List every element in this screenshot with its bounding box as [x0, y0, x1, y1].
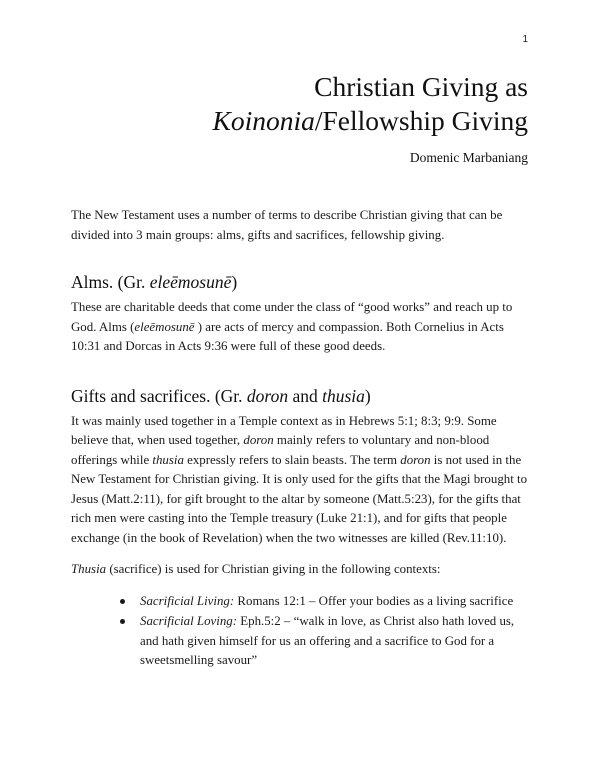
document-body: [71, 206, 533, 672]
bullet-icon: [120, 599, 125, 604]
gifts-term-thusia: thusia: [152, 452, 184, 467]
bullet-icon: [120, 619, 125, 624]
alms-heading-term: eleēmosunē: [149, 272, 232, 292]
alms-heading-suffix: ): [231, 272, 238, 292]
gifts-heading: [71, 385, 533, 407]
gifts-text-1: It was mainly used together in a Temple context as in Hebrews 5:1; 8:3; 9:9. Some believe that, when used together,: [71, 413, 497, 447]
title-line-2-rest: /Fellowship Giving: [314, 105, 528, 136]
alms-paragraph: [71, 298, 533, 357]
alms-heading: [71, 271, 533, 293]
intro-paragraph: The New Testament uses a number of terms to describe Christian giving that can be divided into 3 main groups: alms, gifts and sacrifices, fellowship giving.: [71, 208, 503, 242]
title-term-koinonia: Koinonia: [212, 105, 315, 136]
list-item-text: Romans 12:1 – Offer your bodies as a living sacrifice: [234, 593, 514, 608]
gifts-term-doron-2: doron: [400, 452, 431, 467]
alms-term: eleēmosunē: [134, 319, 195, 334]
alms-text-1: These are charitable deeds that come under the class of “good works” and reach up to God. Alms (: [71, 300, 513, 334]
thusia-intro-paragraph: [71, 560, 533, 580]
list-item-label: Sacrificial Living:: [140, 593, 235, 608]
gifts-heading-prefix: Gifts and sacrifices. (Gr.: [71, 385, 247, 406]
document-title: [212, 70, 528, 138]
page-number: 1: [522, 34, 528, 45]
gifts-text-3: expressly refers to slain beasts. The term: [183, 452, 401, 467]
thusia-term: Thusia: [71, 562, 107, 576]
list-item: [71, 612, 533, 671]
gifts-heading-and: and: [288, 385, 323, 406]
gifts-heading-term-doron: doron: [246, 385, 289, 406]
list-item-label: Sacrificial Loving:: [140, 614, 238, 628]
gifts-text-2: mainly refers to voluntary and non-blood offerings while: [71, 433, 490, 467]
alms-heading-prefix: Alms. (Gr.: [71, 272, 150, 292]
author-name: Domenic Marbaniang: [409, 150, 528, 165]
title-line-2: [212, 104, 528, 138]
gifts-heading-term-thusia: thusia: [322, 385, 365, 406]
title-line-1: Christian Giving as: [314, 71, 528, 102]
gifts-text-4: is not used in the New Testament for Christian giving. It is only used for the gifts that the Magi brought to Jesus (Matt.2:11), for gift brought to the altar by someone (Matt.5:23), for the gifts that rich men were casting into the Temple treasury (Luke 21:1), and for gifts that people exchange (in the book of Revelation) when the two witnesses are killed (Rev.11:10).: [71, 452, 528, 545]
gifts-heading-suffix: ): [364, 385, 371, 406]
thusia-contexts-list: [71, 592, 533, 671]
gifts-term-doron-1: doron: [243, 433, 274, 447]
gifts-paragraph: [71, 412, 533, 549]
alms-text-2: ) are acts of mercy and compassion. Both Cornelius in Acts 10:31 and Dorcas in Acts 9:36 were full of these good deeds.: [71, 319, 504, 353]
list-item-text: Eph.5:2 – “walk in love, as Christ also hath loved us, and hath given himself for us an offering and a sacrifice to God for a sweetsmelling savour”: [140, 614, 515, 667]
thusia-intro-text: (sacrifice) is used for Christian giving in the following contexts:: [106, 562, 441, 576]
list-item: [71, 592, 533, 612]
